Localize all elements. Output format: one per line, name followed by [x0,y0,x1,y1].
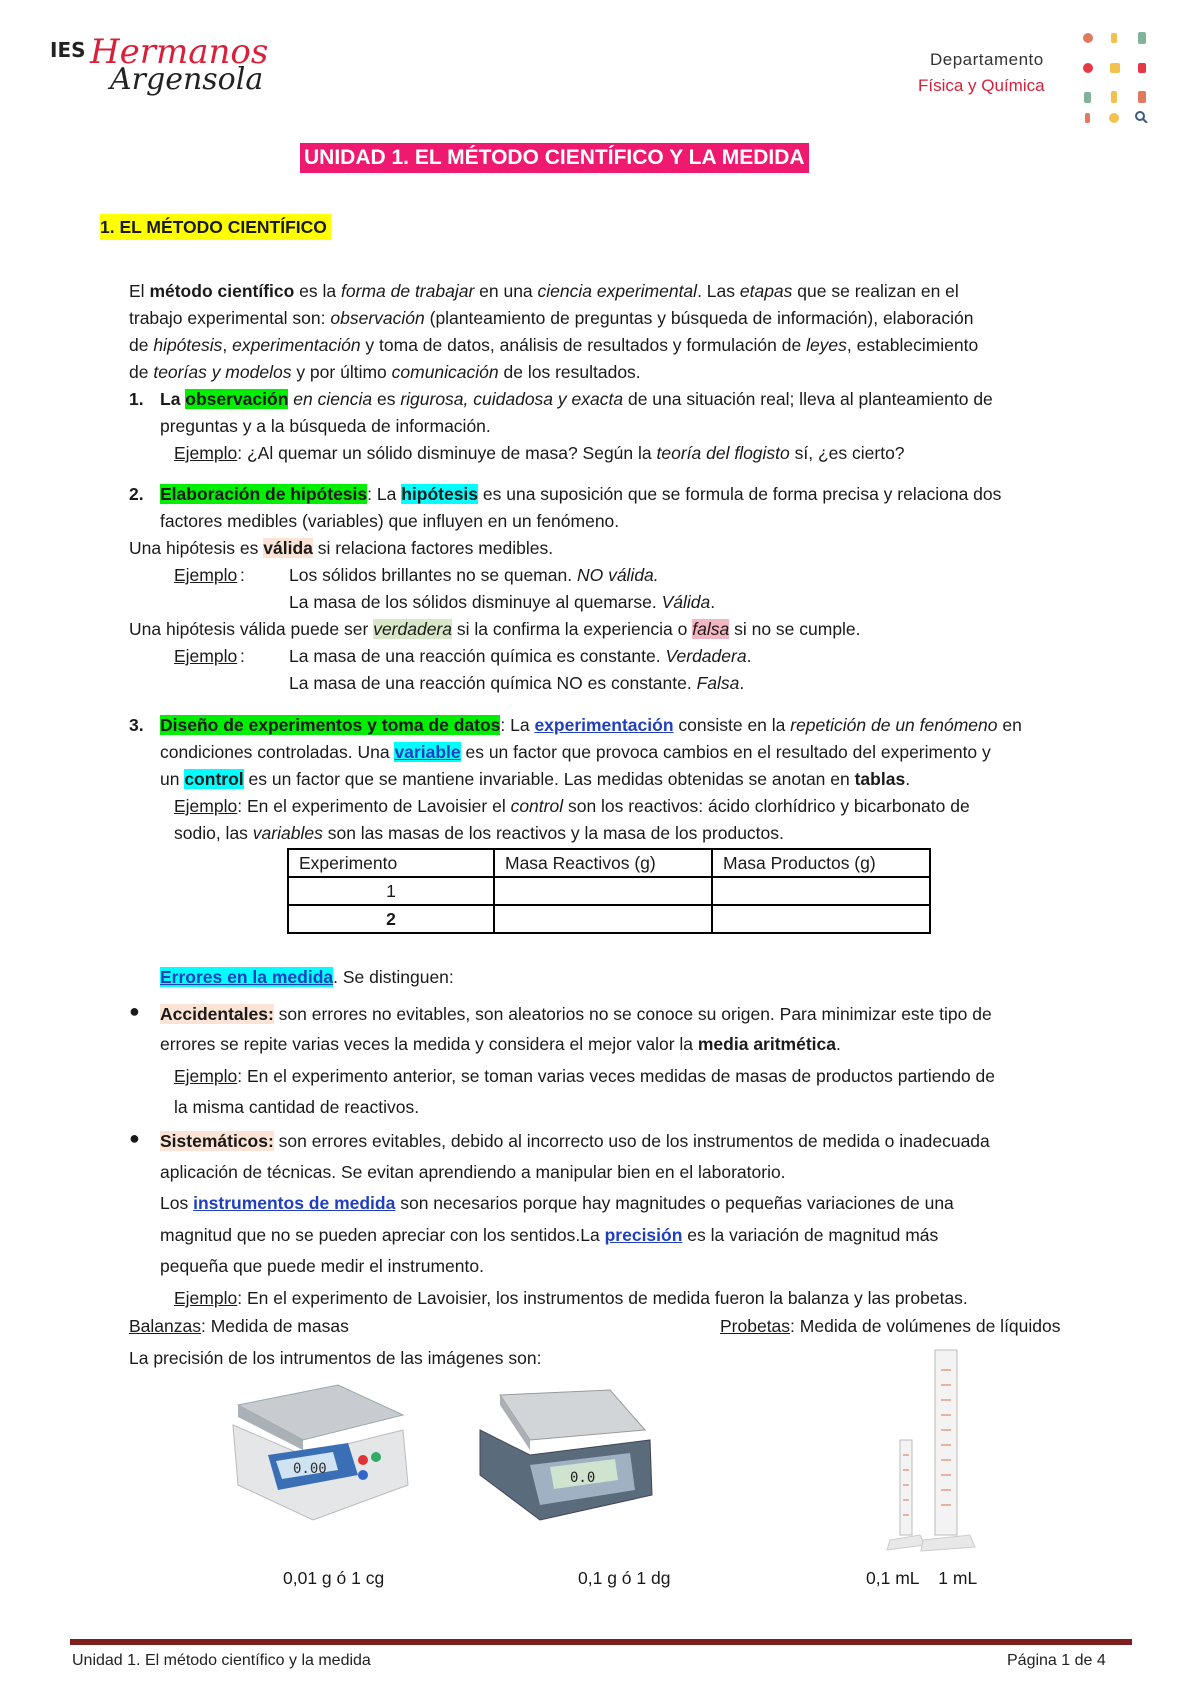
precision-link[interactable]: precisión [604,1225,683,1245]
school-logo-hermanos: Hermanos [90,32,269,72]
systematic-line-2: aplicación de técnicas. Se evitan aprendiendo a manipular bien en el laboratorio. [160,1162,786,1182]
step3-example-line-1: Ejemplo: En el experimento de Lavoisier el control son los reactivos: ácido clorhídrico y bicarbonato de [174,796,970,816]
step2-example1-b: La masa de los sólidos disminuye al quemarse. Válida. [289,592,716,612]
table-header-cell: Masa Productos (g) [712,849,930,877]
step2-example2-a: La masa de una reacción química es constante. Verdadera. [289,646,752,666]
step2-example2-label: Ejemplo [174,646,238,666]
step2-number: 2. [129,484,144,504]
department-name: Física y Química [918,76,1045,95]
footer-divider [70,1639,1132,1645]
systematic-line-4: magnitud que no se pueden apreciar con los sentidos.La precisión es la variación de magnitud más [160,1225,939,1245]
table-row [288,877,930,905]
table-cell: 1 [288,877,494,905]
errores-link[interactable]: Errores en la medida [160,967,334,987]
errors-intro: Errores en la medida. Se distinguen: [160,967,454,987]
balance-2-display: 0.0 [570,1470,596,1486]
step2-valid-line: Una hipótesis es válida si relaciona factores medibles. [129,538,554,558]
systematic-line-3: Los instrumentos de medida son necesarios porque hay magnitudes o pequeñas variaciones de una [160,1193,954,1213]
table-row [288,905,930,933]
systematic-example: Ejemplo: En el experimento de Lavoisier, los instrumentos de medida fueron la balanza y las probetas. [174,1288,968,1308]
graduated-cylinders-image [885,1345,985,1555]
systematic-line-5: pequeña que puede medir el instrumento. [160,1256,484,1276]
step3-line-1: Diseño de experimentos y toma de datos: La experimentación consiste en la repetición de un fenómeno en [160,715,1022,735]
step1-number: 1. [129,389,144,409]
step1-line-1: La observación en ciencia es rigurosa, cuidadosa y exacta de una situación real; lleva al planteamiento de [160,389,993,409]
accidental-example-line-2: la misma cantidad de reactivos. [174,1097,420,1117]
accidental-example-line-1: Ejemplo: En el experimento anterior, se toman varias veces medidas de masas de productos partiendo de [174,1066,996,1086]
lab-icons-icon [1078,28,1168,123]
school-logo-argensola: Argensola [110,62,264,97]
step2-line-1: Elaboración de hipótesis: La hipótesis es una suposición que se formula de forma precisa y relaciona dos [160,484,1002,504]
accidental-line-1: Accidentales: son errores no evitables, son aleatorios no se conoce su origen. Para minimizar este tipo de [160,1004,992,1024]
step1-example: Ejemplo: ¿Al quemar un sólido disminuye de masa? Según la teoría del flogisto sí, ¿es cierto? [174,443,905,463]
instrumentos-link[interactable]: instrumentos de medida [193,1193,396,1213]
school-logo-prefix: IES [50,38,86,62]
table-cell [712,877,930,905]
page-number: Página 1 de 4 [1007,1652,1106,1669]
step2-example1-a: Los sólidos brillantes no se queman. NO válida. [289,565,659,585]
balance-image-2 [470,1385,655,1530]
table-header-row [288,849,930,877]
table-cell [712,905,930,933]
step1-line-2: preguntas y a la búsqueda de información. [160,416,491,436]
step3-line-2: condiciones controladas. Una variable es un factor que provoca cambios en el resultado del experimento y [160,742,991,762]
step3-example-line-2: sodio, las variables son las masas de los reactivos y la masa de los productos. [174,823,784,843]
footer-unit-title: Unidad 1. El método científico y la medida [72,1652,371,1669]
intro-line-3: de hipótesis, experimentación y toma de datos, análisis de resultados y formulación de leyes, establecimiento [129,335,979,355]
department-label: Departamento [930,50,1044,69]
precision-intro: La precisión de los intrumentos de las imágenes son: [129,1348,542,1368]
section-heading: 1. EL MÉTODO CIENTÍFICO [100,214,331,240]
table-header-cell: Masa Reactivos (g) [494,849,712,877]
caption-balance-2: 0,1 g ó 1 dg [578,1568,671,1588]
step3-line-3: un control es un factor que se mantiene invariable. Las medidas obtenidas se anotan en tablas. [160,769,911,789]
balance-1-display: 0.00 [293,1461,327,1477]
intro-line-4: de teorías y modelos y por último comunicación de los resultados. [129,362,641,382]
table-header-cell: Experimento [288,849,494,877]
step2-example1-label: Ejemplo [174,565,238,585]
step2-example2-b: La masa de una reacción química NO es constante. Falsa. [289,673,745,693]
table-cell [494,877,712,905]
intro-line-2: trabajo experimental son: observación (planteamiento de preguntas y búsqueda de información), elaboración [129,308,974,328]
experimentacion-link[interactable]: experimentación [534,715,674,735]
variable-link[interactable]: variable [394,742,461,762]
bullet-icon: ● [129,1128,140,1148]
bullet-icon: ● [129,1001,140,1021]
balanzas-line: Balanzas: Medida de masas [129,1316,349,1336]
experiment-table [287,848,931,934]
step2-truth-line: Una hipótesis válida puede ser verdadera si la confirma la experiencia o falsa si no se cumple. [129,619,861,639]
page-title: UNIDAD 1. EL MÉTODO CIENTÍFICO Y LA MEDIDA [300,143,809,173]
table-cell: 2 [288,905,494,933]
accidental-line-2: errores se repite varias veces la medida y considera el mejor valor la media aritmética. [160,1034,841,1054]
step2-line-2: factores medibles (variables) que influyen en un fenómeno. [160,511,620,531]
caption-cylinders: 0,1 mL 1 mL [866,1568,978,1588]
table-cell [494,905,712,933]
intro-line-1: El método científico es la forma de trabajar en una ciencia experimental. Las etapas que se realizan en el [129,281,959,301]
caption-balance-1: 0,01 g ó 1 cg [283,1568,385,1588]
balance-image-1 [218,1375,413,1525]
probetas-line: Probetas: Medida de volúmenes de líquidos [720,1316,1061,1336]
step3-number: 3. [129,715,144,735]
systematic-line-1: Sistemáticos: son errores evitables, debido al incorrecto uso de los instrumentos de medida o inadecuada [160,1131,990,1151]
